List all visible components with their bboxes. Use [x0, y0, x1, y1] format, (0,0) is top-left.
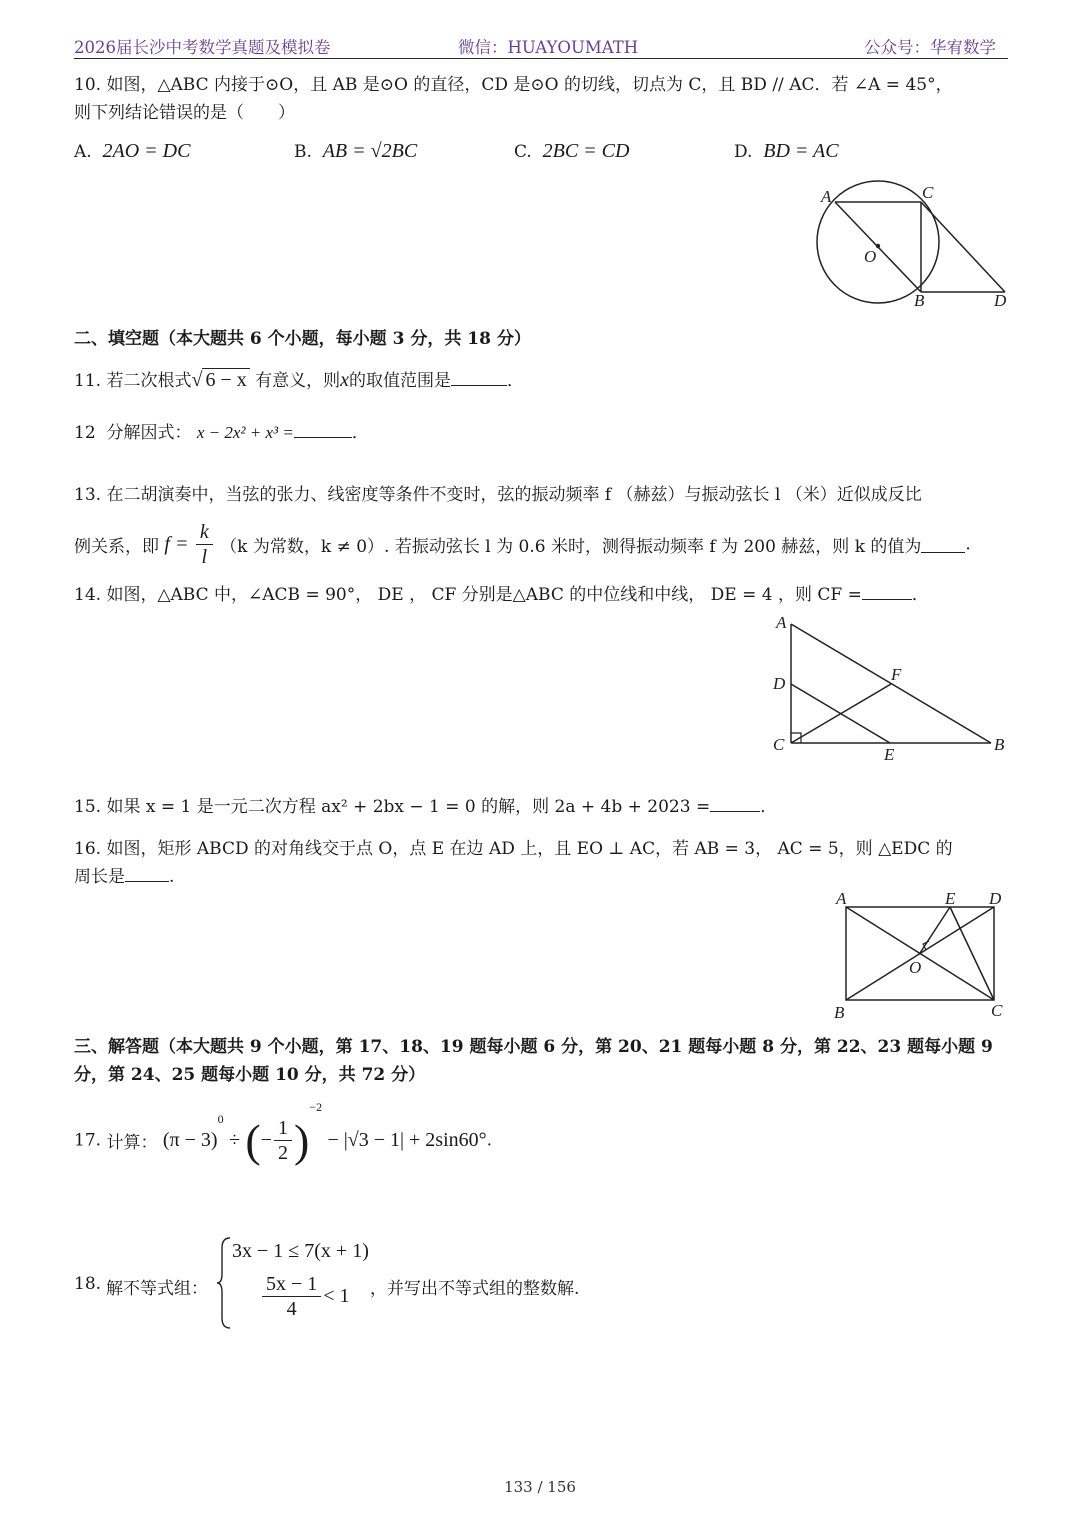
q10-text1: 如图，△ABC 内接于⊙O，且 AB 是⊙O 的直径，CD 是⊙O 的切线，切点为 C，且 BD // AC．若 ∠A = 45°， — [106, 75, 953, 95]
label-e: E — [884, 745, 895, 764]
header-right: 公众号：华宥数学 — [864, 38, 996, 57]
label-c: C — [773, 735, 785, 754]
q15: 15. 如果 x = 1 是一元二次方程 ax² + 2bx − 1 = 0 的解，则 2a + 4b + 2023 = ． — [74, 797, 778, 817]
q13-line1: 13. 在二胡演奏中，当弦的张力、线密度等条件不变时，弦的振动频率 f （赫兹）与振动弦长 l （米）近似成反比 — [74, 485, 922, 505]
section3-title-line1: 三、解答题（本大题共 9 个小题，第 17、18、19 题每小题 6 分，第 20、21 题每小题 8 分，第 22、23 题每小题 9 — [74, 1037, 993, 1057]
label-a: A — [836, 889, 847, 908]
header-center: 微信：HUAYOUMATH — [458, 38, 639, 57]
q13-fraction: $\frac{k}{l}$ — [196, 520, 213, 569]
q17: 17. 计算： $(\pi - 3)^0$ ÷ (− $\frac{1}{2}$ )$^{-2}$ − |√3 − 1| + 2sin60°. — [74, 1100, 493, 1166]
center-dot — [876, 244, 880, 248]
label-f: F — [891, 665, 902, 684]
q17-fraction: $\frac{1}{2}$ — [274, 1116, 292, 1165]
q12-blank — [294, 421, 352, 438]
segment-cd — [921, 202, 1005, 292]
section3-title-line2: 分，第 24、25 题每小题 10 分，共 72 分） — [74, 1065, 426, 1085]
label-o: O — [864, 247, 877, 266]
label-b: B — [914, 291, 925, 310]
page-number: 133 / 156 — [504, 1478, 576, 1496]
q13-line2: 例关系，即 f = $\frac{k}{l}$ （k 为常数，k ≠ 0）. 若振动弦长 l 为 0.6 米时，测得振动频率 f 为 200 赫兹，则 k 的值为 . — [74, 521, 971, 568]
q10-line1: 10. 如图，△ABC 内接于⊙O，且 AB 是⊙O 的直径，CD 是⊙O 的切线，切点为 C，且 BD // AC．若 ∠A = 45°， — [74, 75, 953, 95]
label-a: A — [776, 613, 787, 632]
q16-line2: 周长是 . — [74, 867, 175, 887]
label-b: B — [994, 735, 1005, 754]
q13-blank — [921, 536, 965, 553]
q10-text2: 则下列结论错误的是（ ） — [74, 103, 295, 123]
q10-option-d: D. BD = AC — [734, 140, 839, 162]
q16-figure — [828, 884, 1018, 1024]
q16-line1: 16. 如图，矩形 ABCD 的对角线交于点 O，点 E 在边 AD 上，且 EO ⊥ AC，若 AB = 3， AC = 5，则 △EDC 的 — [74, 839, 953, 859]
q10-figure — [808, 180, 1018, 310]
q11: 11. 若二次根式√ 6 − x 有意义，则x的取值范围是 ． — [74, 369, 525, 391]
q14-figure — [770, 612, 1010, 767]
q11-blank — [451, 369, 507, 386]
q10-option-c: C. 2BC = CD — [514, 140, 630, 162]
q18-ineq1: 3x − 1 ≤ 7(x + 1) — [232, 1240, 369, 1262]
label-d: D — [989, 889, 1002, 908]
q10-line2 — [74, 98, 295, 123]
header-left: 2026届长沙中考数学真题及模拟卷 — [74, 38, 331, 57]
label-b: B — [834, 1003, 845, 1022]
section2-title: 二、填空题（本大题共 6 个小题，每小题 3 分，共 18 分） — [74, 329, 531, 349]
label-e: E — [945, 889, 956, 908]
label-o: O — [909, 958, 922, 977]
q15-blank — [710, 795, 760, 812]
q10-option-a: A. 2AO = DC — [74, 140, 191, 162]
label-c: C — [922, 183, 934, 202]
brace-icon — [216, 1236, 232, 1330]
q10-option-b: B. AB = √2BC — [294, 140, 418, 162]
label-a: A — [821, 187, 832, 206]
label-c: C — [991, 1001, 1003, 1020]
label-d: D — [773, 674, 786, 693]
q14-blank — [862, 583, 912, 600]
label-d: D — [994, 291, 1007, 310]
q18-ineq2: $\frac{5x - 1}{4}$ < 1 — [260, 1272, 350, 1321]
page-header — [74, 34, 1008, 59]
q12: 12 分解因式： x − 2x² + x³ = ． — [74, 423, 369, 443]
q14: 14. 如图，△ABC 中，∠ACB = 90°， DE ， CF 分别是△ABC 的中位线和中线， DE = 4 ，则 CF = ． — [74, 585, 929, 605]
q16-blank — [125, 865, 169, 882]
